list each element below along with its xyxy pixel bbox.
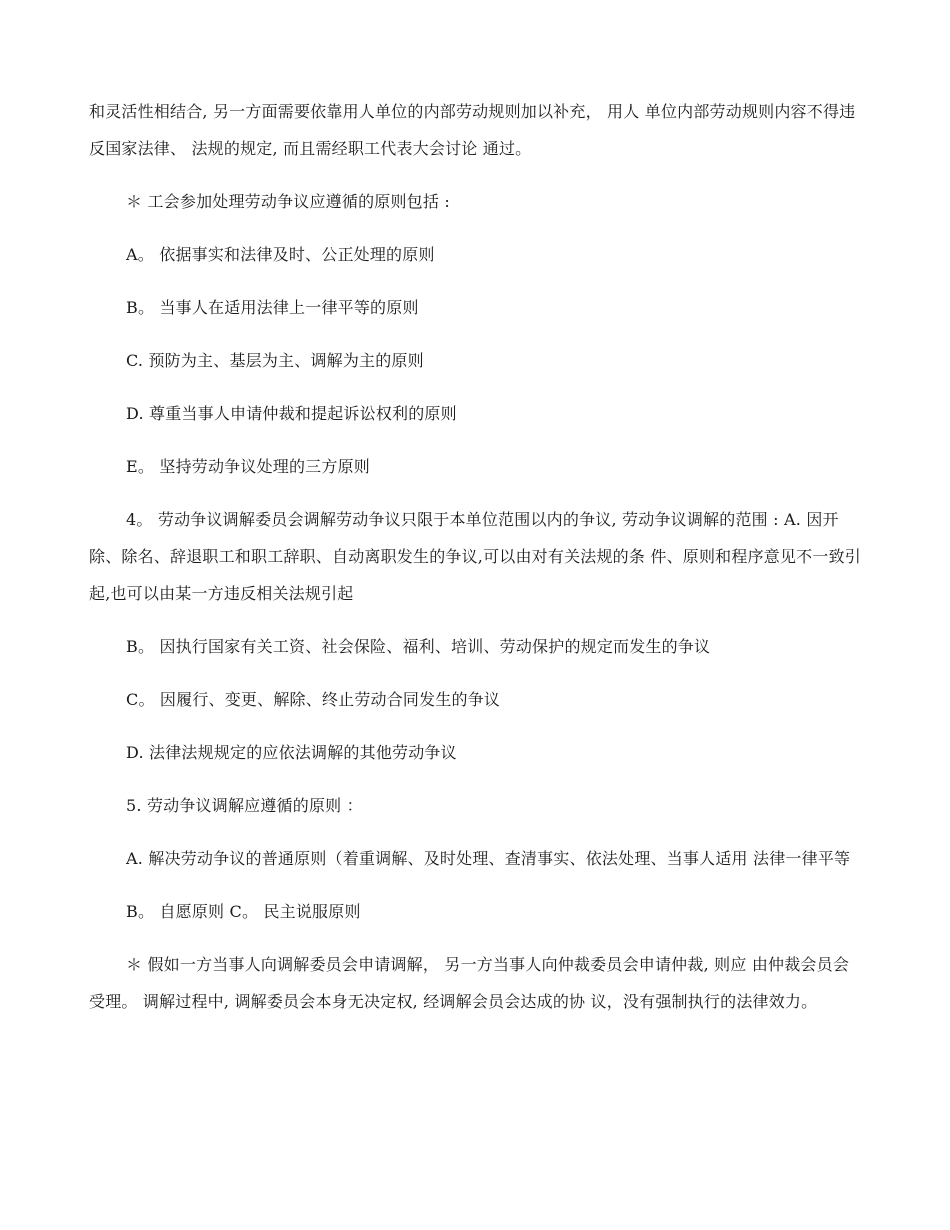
list-item-scope-d: D. 法律法规规定的应依法调解的其他劳动争议 bbox=[126, 743, 457, 762]
list-item-principle-a: A。 依据事实和法律及时、公正处理的原则 bbox=[126, 245, 435, 264]
list-item-mediation-a: A. 解决劳动争议的普通原则（着重调解、及时处理、查清事实、依法处理、当事人适用 法律一律平等 bbox=[126, 849, 851, 868]
list-item-principle-d: D. 尊重当事人申请仲裁和提起诉讼权利的原则 bbox=[126, 404, 457, 423]
list-item-principle-e: E。 坚持劳动争议处理的三方原则 bbox=[126, 457, 370, 476]
list-item-mediation-b-c: B。 自愿原则 C。 民主说服原则 bbox=[126, 902, 361, 921]
paragraph-arbitration-note: ＊ 假如一方当事人向调解委员会申请调解， 另一方当事人向仲裁委员会申请仲裁, 则应 由仲裁会员会受理。 调解过程中, 调解委员会本身无决定权, 经调解会员会达成的协 议，没有强制执行的法律效力。 bbox=[89, 955, 850, 1011]
paragraph-section-4-scope: 4。 劳动争议调解委员会调解劳动争议只限于本单位范围以内的争议, 劳动争议调解的范围 : A. 因开除、除名、辞退职工和职工辞职、自动离职发生的争议,可以由对有关法规的条 件、原则和程序意见不一致引起,也可以由某一方违反相关法规引起 bbox=[89, 510, 861, 603]
list-item-principle-c: C. 预防为主、基层为主、调解为主的原则 bbox=[126, 351, 424, 370]
list-item-scope-c: C。 因履行、变更、解除、终止劳动合同发生的争议 bbox=[126, 690, 501, 709]
paragraph-union-principles-heading: ＊ 工会参加处理劳动争议应遵循的原则包括 : bbox=[126, 192, 450, 211]
paragraph-section-5-heading: 5. 劳动争议调解应遵循的原则 ： bbox=[126, 796, 363, 815]
list-item-scope-b: B。 因执行国家有关工资、社会保险、福利、培训、劳动保护的规定而发生的争议 bbox=[126, 637, 711, 656]
list-item-principle-b: B。 当事人在适用法律上一律平等的原则 bbox=[126, 298, 419, 317]
paragraph-intro-continuation: 和灵活性相结合, 另一方面需要依靠用人单位的内部劳动规则加以补充， 用人 单位内部劳动规则内容不得违反国家法律、 法规的规定, 而且需经职工代表大会讨论 通过。 bbox=[89, 102, 856, 158]
